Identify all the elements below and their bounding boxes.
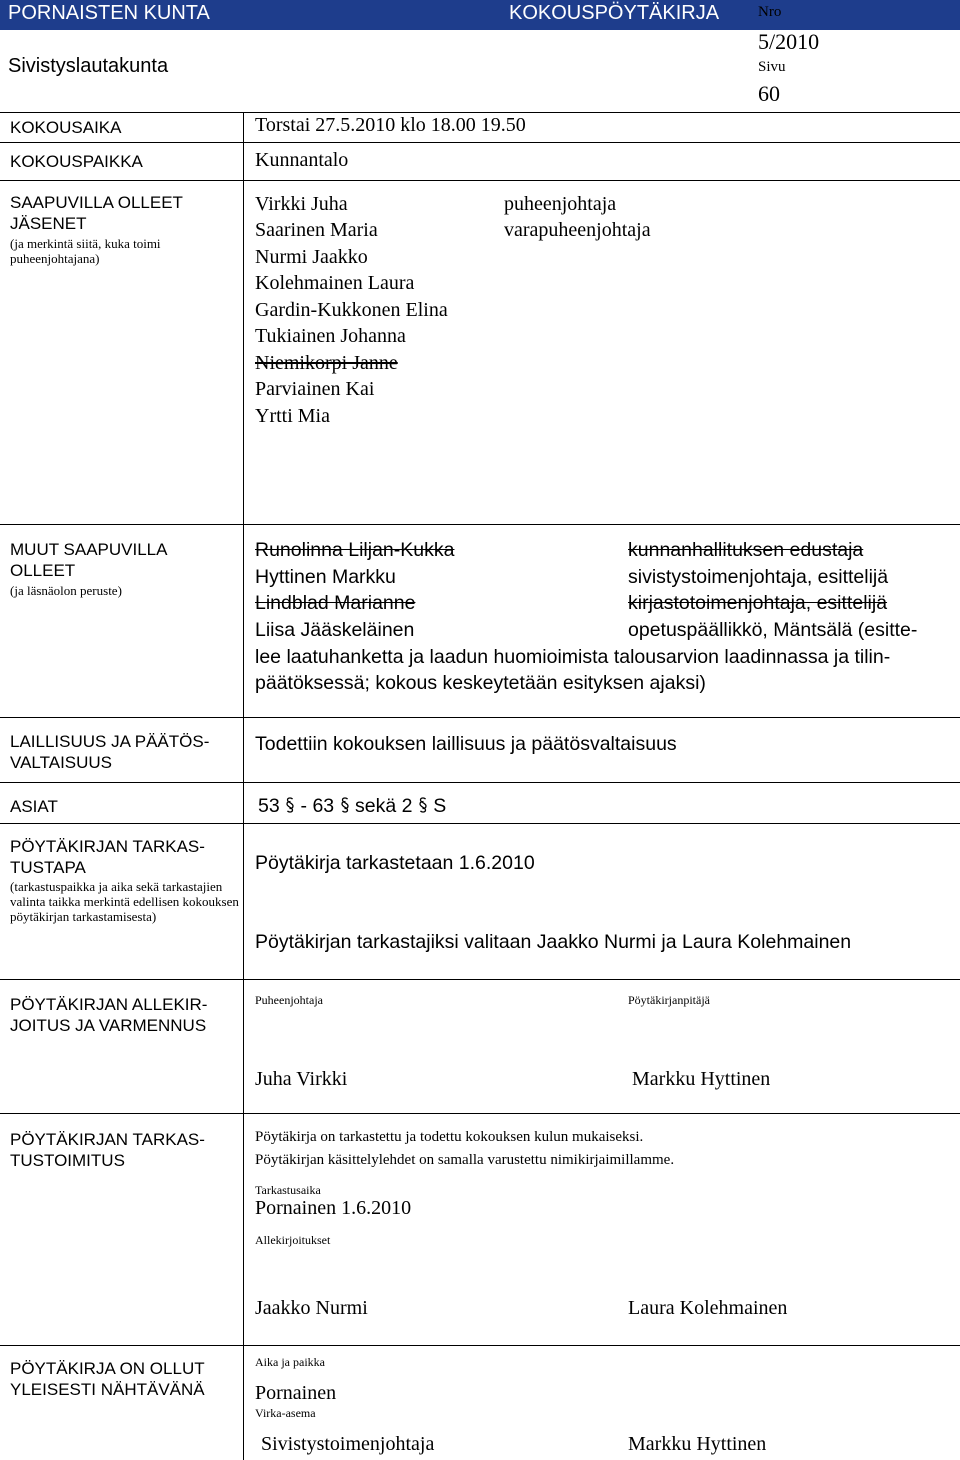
- member-name: Tukiainen Johanna: [255, 325, 406, 347]
- review-place-date: Pornainen 1.6.2010: [255, 1197, 412, 1219]
- matters-extra: sekä 2: [355, 795, 413, 817]
- attendee-note-line: päätöksessä; kokous keskeytetään esityksen ajaksi): [255, 672, 706, 694]
- member-name: Nurmi Jaakko: [255, 246, 368, 268]
- review-signatures-caption: Allekirjoitukset: [255, 1233, 331, 1247]
- public-display-label: PÖYTÄKIRJA ON OLLUT YLEISESTI NÄHTÄVÄNÄ: [10, 1359, 205, 1399]
- public-time-place-caption: Aika ja paikka: [255, 1355, 325, 1369]
- rule: [0, 1113, 960, 1114]
- member-name: Saarinen Maria: [255, 219, 378, 241]
- rule: [0, 823, 960, 824]
- attendee-name-absent: Lindblad Marianne: [255, 592, 416, 614]
- document-type: KOKOUSPÖYTÄKIRJA: [509, 2, 720, 24]
- rule: [0, 1345, 960, 1346]
- number-label: Nro: [758, 4, 782, 20]
- attendee-role-absent: kunnanhallituksen edustaja: [628, 539, 864, 561]
- legality-label: LAILLISUUS JA PÄÄTÖS-VALTAISUUS: [10, 732, 210, 772]
- public-official-name: Markku Hyttinen: [628, 1433, 767, 1455]
- section-sign-icon: [285, 795, 295, 811]
- member-name: Virkki Juha: [255, 193, 348, 215]
- member-name: Kolehmainen Laura: [255, 272, 415, 294]
- member-role: puheenjohtaja: [504, 193, 617, 215]
- public-office: Sivistystoimenjohtaja: [261, 1433, 435, 1455]
- member-name: Yrtti Mia: [255, 405, 330, 427]
- meeting-time-value: [255, 112, 526, 139]
- attendee-name: Liisa Jääskeläinen: [255, 619, 415, 641]
- signatures-label: PÖYTÄKIRJAN ALLEKIR-JOITUS JA VARMENNUS: [10, 995, 208, 1035]
- meeting-place-label: KOKOUSPAIKKA: [10, 152, 143, 171]
- reviewer-name: Jaakko Nurmi: [255, 1297, 368, 1319]
- section-sign-icon: [340, 795, 350, 811]
- meeting-place-value: Kunnantalo: [255, 149, 349, 171]
- rule: [0, 180, 960, 181]
- member-name-absent: Niemikorpi Janne: [255, 352, 398, 374]
- review-time-caption: Tarkastusaika: [255, 1183, 321, 1197]
- municipality-name: PORNAISTEN KUNTA: [8, 2, 210, 24]
- review-statement-line: Pöytäkirja on tarkastettu ja todettu kokouksen kulun mukaiseksi.: [255, 1129, 644, 1145]
- matters-label: ASIAT: [10, 797, 58, 816]
- public-place: Pornainen: [255, 1382, 337, 1404]
- review-method-label: PÖYTÄKIRJAN TARKAS-TUSTAPA: [10, 837, 205, 877]
- meeting-time-label: KOKOUSAIKA: [10, 118, 122, 137]
- review-statement-line: Pöytäkirjan käsittelylehdet on samalla varustettu nimikirjaimillamme.: [255, 1152, 675, 1168]
- legality-text: Todettiin kokouksen laillisuus ja päätösvaltaisuus: [255, 733, 677, 755]
- secretary-caption: Pöytäkirjanpitäjä: [628, 993, 710, 1007]
- minutes-number: 5/2010: [758, 29, 820, 54]
- members-label: SAAPUVILLA OLLEET JÄSENET: [10, 193, 183, 233]
- attendee-note-line: lee laatuhanketta ja laadun huomioimista talousarvion laadinnassa ja tilin-: [255, 646, 891, 668]
- review-method-note: (tarkastuspaikka ja aika sekä tarkastajien valinta taikka merkintä edellisen kokouksen pöytäkirjan tarkastamisesta): [10, 879, 239, 924]
- member-role: varapuheenjohtaja: [504, 219, 651, 241]
- rule: [0, 782, 960, 783]
- matters-suffix: S: [433, 795, 447, 817]
- attendee-name: Hyttinen Markku: [255, 566, 396, 588]
- review-label: PÖYTÄKIRJAN TARKAS-TUSTOIMITUS: [10, 1130, 205, 1170]
- reviewers-text: Pöytäkirjan tarkastajiksi valitaan Jaakko Nurmi ja Laura Kolehmainen: [255, 931, 852, 953]
- section-sign-icon: [418, 795, 428, 811]
- attendee-role-absent: kirjastotoimenjohtaja, esittelijä: [628, 592, 888, 614]
- chair-caption: Puheenjohtaja: [255, 993, 323, 1007]
- chair-name: Juha Virkki: [255, 1068, 348, 1090]
- matters-text: [258, 793, 446, 820]
- matters-start: 53: [258, 795, 280, 817]
- rule: [0, 979, 960, 980]
- column-divider: [243, 112, 244, 1460]
- others-label: MUUT SAAPUVILLA OLLEET: [10, 540, 167, 580]
- members-note: (ja merkintä siitä, kuka toimi puheenjohtajana): [10, 236, 161, 266]
- matters-end: - 63: [300, 795, 335, 817]
- meeting-time-text: Torstai 27.5.2010 klo 18.00 19.50: [255, 114, 526, 136]
- attendee-name-absent: Runolinna Liljan-Kukka: [255, 539, 455, 561]
- attendee-role: opetuspäällikkö, Mäntsälä (esitte-: [628, 619, 918, 641]
- rule: [0, 142, 960, 143]
- rule: [0, 524, 960, 525]
- others-note: (ja läsnäolon peruste): [10, 583, 122, 598]
- page-number: 60: [758, 81, 780, 106]
- member-name: Gardin-Kukkonen Elina: [255, 299, 448, 321]
- secretary-name: Markku Hyttinen: [632, 1068, 771, 1090]
- member-name: Parviainen Kai: [255, 378, 375, 400]
- attendee-role: sivistystoimenjohtaja, esittelijä: [628, 566, 889, 588]
- board-name: Sivistyslautakunta: [8, 55, 169, 77]
- rule: [0, 717, 960, 718]
- page-label: Sivu: [758, 59, 786, 75]
- public-office-caption: Virka-asema: [255, 1406, 316, 1420]
- reviewer-name: Laura Kolehmainen: [628, 1297, 788, 1319]
- review-date-text: Pöytäkirja tarkastetaan 1.6.2010: [255, 852, 535, 874]
